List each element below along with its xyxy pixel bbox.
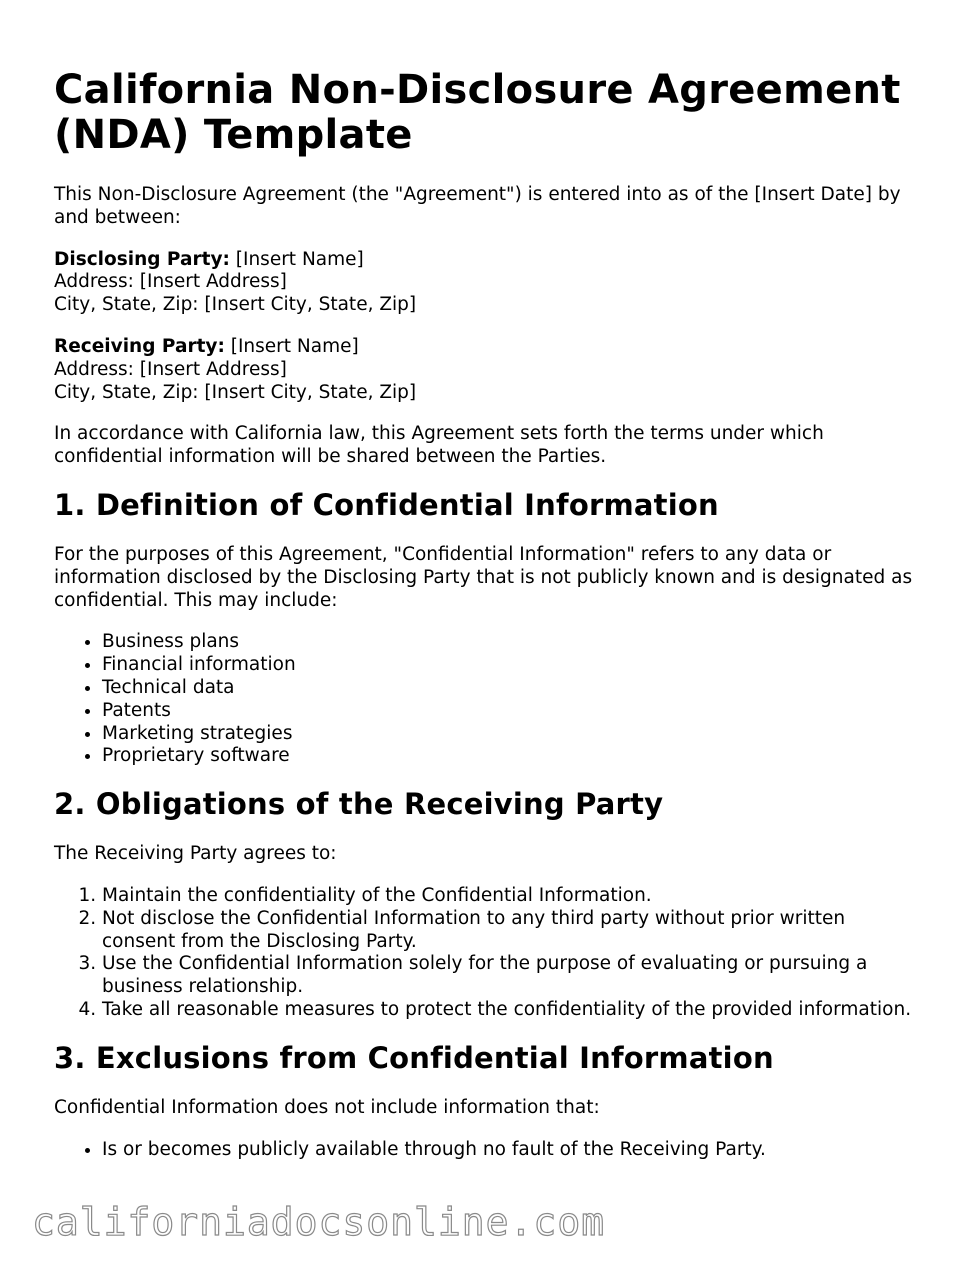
receiving-party-block [54,336,914,404]
section-2-heading: 2. Obligations of the Receiving Party [54,787,664,822]
confidential-info-list [54,631,914,768]
section-2-text: The Receiving Party agrees to: [54,843,337,865]
list-item: • Business plans [102,631,914,654]
page-title: California Non-Disclosure Agreement (NDA) Template [54,67,901,158]
list-item: • Technical data [102,677,914,700]
exclusions-list [54,1139,914,1162]
list-item: 3. Use the Confidential Information solely for the purpose of evaluating or pursuing a business relationship. [102,953,914,999]
accordance-paragraph: In accordance with California law, this Agreement sets forth the terms under which confidential information will be shared between the Parties. [54,423,824,468]
section-3-heading: 3. Exclusions from Confidential Information [54,1040,774,1075]
list-item: • Is or becomes publicly available through no fault of the Receiving Party. [102,1139,914,1162]
intro-paragraph: This Non-Disclosure Agreement (the "Agreement") is entered into as of the [Insert Date] by and between: [54,184,901,228]
disclosing-party-label: Disclosing Party: [54,248,230,270]
section-1-text: For the purposes of this Agreement, "Confidential Information" refers to any data or information disclosed by the Disclosing Party that is not publicly known and is designated as confidential. This may include: [54,543,913,611]
list-item: 4. Take all reasonable measures to protect the confidentiality of the provided information. [102,999,914,1022]
obligations-list [54,885,914,1022]
receiving-party-address: Address: [Insert Address] [54,358,287,380]
disclosing-party-block [54,249,914,317]
list-item: • Patents [102,700,914,723]
receiving-party-city: City, State, Zip: [Insert City, State, Zip] [54,381,417,403]
list-item: • Proprietary software [102,745,914,768]
receiving-party-label: Receiving Party: [54,335,225,357]
document-page [54,68,914,1180]
receiving-party-name: [Insert Name] [224,335,359,357]
list-item: • Marketing strategies [102,723,914,746]
list-item: 1. Maintain the confidentiality of the Confidential Information. [102,885,914,908]
list-item: 2. Not disclose the Confidential Information to any third party without prior written consent from the Disclosing Party. [102,908,914,954]
watermark: californiadocsonline.com [32,1200,606,1244]
section-1-heading: 1. Definition of Confidential Information [54,487,719,522]
list-item: • Financial information [102,654,914,677]
disclosing-party-name: [Insert Name] [229,248,364,270]
disclosing-party-city: City, State, Zip: [Insert City, State, Zip] [54,294,417,316]
disclosing-party-address: Address: [Insert Address] [54,271,287,293]
section-3-text: Confidential Information does not include information that: [54,1096,600,1118]
